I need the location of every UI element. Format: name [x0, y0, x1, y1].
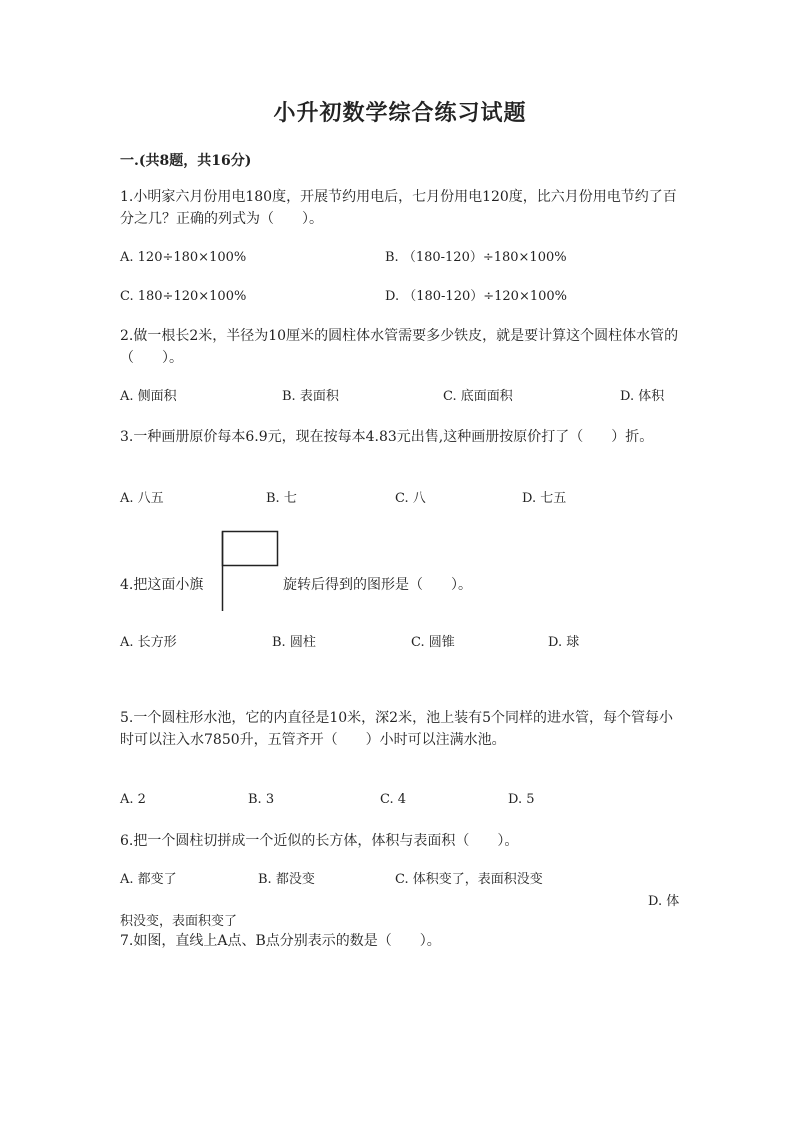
q5-option-d[interactable]: D. 5	[508, 792, 535, 807]
q2-option-a[interactable]: A. 侧面积	[120, 389, 177, 404]
q3-option-d[interactable]: D. 七五	[522, 491, 567, 506]
q4-option-d[interactable]: D. 球	[548, 635, 580, 650]
q2-option-d[interactable]: D. 体积	[620, 389, 665, 404]
section-heading: 一.(共8题，共16分)	[120, 153, 252, 169]
question-7: 7.如图，直线上A点、B点分别表示的数是（ ）。	[120, 933, 441, 949]
q3-option-a[interactable]: A. 八五	[120, 491, 164, 506]
question-2: 2.做一根长2米，半径为10厘米的圆柱体水管需要多少铁皮，就是要计算这个圆柱体水管的（ ）。	[120, 328, 679, 366]
q5-option-b[interactable]: B. 3	[248, 792, 275, 807]
q5-option-a[interactable]: A. 2	[120, 792, 146, 807]
q2-option-c[interactable]: C. 底面面积	[443, 389, 513, 404]
q6-option-a[interactable]: A. 都变了	[120, 872, 177, 887]
q2-option-b[interactable]: B. 表面积	[282, 389, 339, 404]
q6-option-d[interactable]: D. 体积没变，表面积变了	[120, 894, 680, 929]
page-title: 小升初数学综合练习试题	[273, 100, 527, 126]
q3-option-c[interactable]: C. 八	[395, 491, 426, 506]
q6-option-c[interactable]: C. 体积变了，表面积没变	[395, 872, 543, 887]
question-3: 3.一种画册原价每本6.9元，现在按每本4.83元出售,这种画册按原价打了（ ）折。	[120, 429, 654, 445]
q6-option-b[interactable]: B. 都没变	[258, 872, 315, 887]
q1-option-b[interactable]: B. （180-120）÷180×100%	[385, 250, 567, 265]
q4-option-b[interactable]: B. 圆柱	[272, 635, 316, 650]
q1-option-c[interactable]: C. 180÷120×100%	[120, 289, 247, 304]
question-5: 5.一个圆柱形水池，它的内直径是10米，深2米，池上装有5个同样的进水管，每个管每小时可以注入水7850升，五管齐开（ ）小时可以注满水池。	[120, 710, 673, 748]
question-4-suffix: 旋转后得到的图形是（ ）。	[283, 577, 472, 593]
q5-option-c[interactable]: C. 4	[380, 792, 407, 807]
flag-figure	[221, 530, 279, 612]
q3-option-b[interactable]: B. 七	[266, 491, 297, 506]
q4-option-c[interactable]: C. 圆锥	[411, 635, 455, 650]
question-1: 1.小明家六月份用电180度，开展节约用电后，七月份用电120度，比六月份用电节约了百分之几？正确的列式为（ ）。	[120, 189, 677, 227]
q4-option-a[interactable]: A. 长方形	[120, 635, 177, 650]
question-6: 6.把一个圆柱切拼成一个近似的长方体，体积与表面积（ ）。	[120, 833, 519, 849]
q1-option-a[interactable]: A. 120÷180×100%	[120, 250, 247, 265]
question-4-prefix: 4.把这面小旗	[120, 577, 204, 593]
q1-option-d[interactable]: D. （180-120）÷120×100%	[385, 289, 568, 304]
